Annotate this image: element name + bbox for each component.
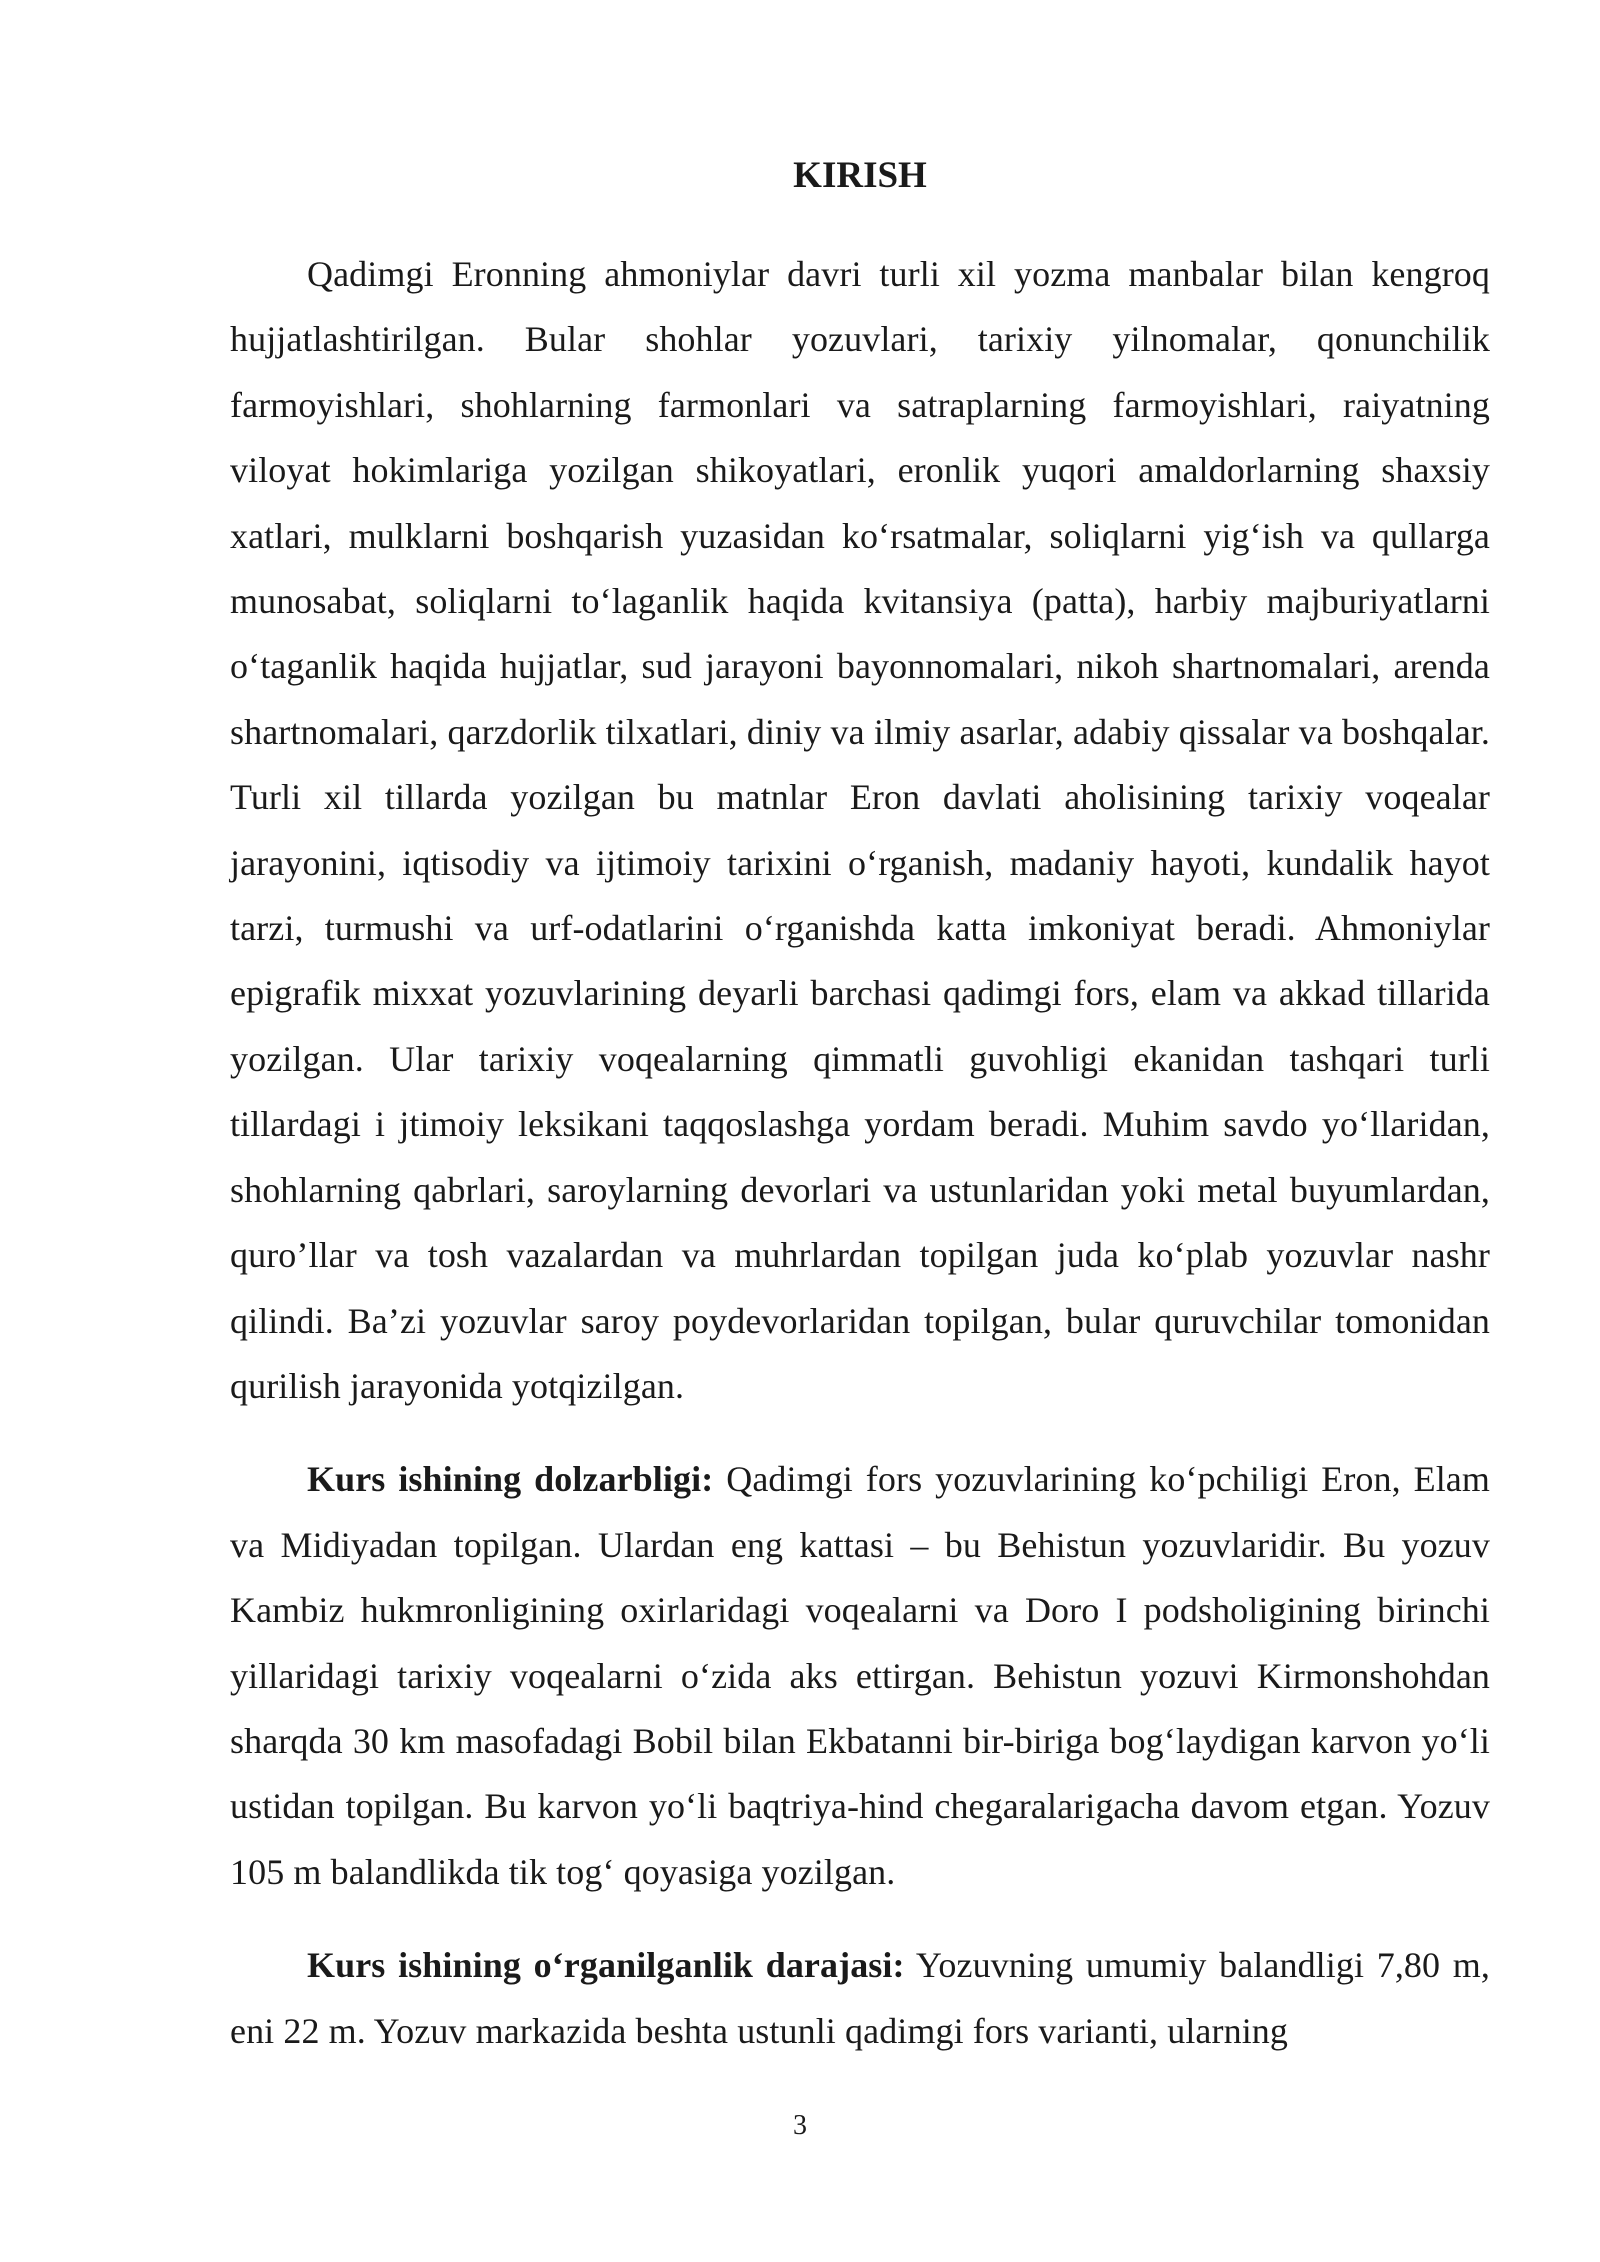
paragraph-relevance bbox=[230, 1447, 1490, 1905]
paragraph-study-level bbox=[230, 1933, 1490, 2064]
paragraph-relevance-heading: Kurs ishining dolzarbligi: bbox=[307, 1459, 714, 1500]
paragraph-introduction bbox=[230, 242, 1490, 1419]
paragraph-study-level-text: Yozuvning umumiy balandligi 7,80 m, eni 22 m. Yozuv markazida beshta ustunli qadimgi fors varianti, ularning bbox=[230, 1945, 1490, 2051]
document-page bbox=[230, 150, 1490, 2092]
paragraph-relevance-text: Qadimgi fors yozuvlarining ko‘pchiligi Eron, Elam va Midiyadan topilgan. Ulardan eng kattasi – bu Behistun yozuvlaridir. Bu yozuv Kambiz hukmronligining oxirlaridagi voqealarni va Doro I podsholigining birinchi yillaridagi tarixiy voqealarni o‘zida aks ettirgan. Behistun yozuvi Kirmonshohdan sharqda 30 km masofadagi Bobil bilan Ekbatanni bir-biriga bog‘laydigan karvon yo‘li ustidan topilgan. Bu karvon yo‘li baqtriya-hind chegaralarigacha davom etgan. Yozuv 105 m balandlikda tik tog‘ qoyasiga yozilgan. bbox=[230, 1459, 1490, 1892]
page-title: KIRISH bbox=[793, 155, 927, 196]
paragraph-introduction-text: Qadimgi Eronning ahmoniylar davri turli xil yozma manbalar bilan kengroq hujjatlashtirilgan. Bular shohlar yozuvlari, tarixiy yilnomalar, qonunchilik farmoyishlari, shohlarning farmonlari va satraplarning farmoyishlari, raiyatning viloyat hokimlariga yozilgan shikoyatlari, eronlik yuqori amaldorlarning shaxsiy xatlari, mulklarni boshqarish yuzasidan ko‘rsatmalar, soliqlarni yig‘ish va qullarga munosabat, soliqlarni to‘laganlik haqida kvitansiya (patta), harbiy majburiyatlarni o‘taganlik haqida hujjatlar, sud jarayoni bayonnomalari, nikoh shartnomalari, arenda shartnomalari, qarzdorlik tilxatlari, diniy va ilmiy asarlar, adabiy qissalar va boshqalar. Turli xil tillarda yozilgan bu matnlar Eron davlati aholisining tarixiy voqealar jarayonini, iqtisodiy va ijtimoiy tarixini o‘rganish, madaniy hayoti, kundalik hayot tarzi, turmushi va urf-odatlarini o‘rganishda katta imkoniyat beradi. Ahmoniylar epigrafik mixxat yozuvlarining deyarli barchasi qadimgi fors, elam va akkad tillarida yozilgan. Ular tarixiy voqealarning qimmatli guvohligi ekanidan tashqari turli tillardagi i jtimoiy leksikani taqqoslashga yordam beradi. Muhim savdo yo‘llaridan, shohlarning qabrlari, saroylarning devorlari va ustunlaridan yoki metal buyumlardan, quro’llar va tosh vazalardan va muhrlardan topilgan juda ko‘plab yozuvlar nashr qilindi. Ba’zi yozuvlar saroy poydevorlaridan topilgan, bular quruvchilar tomonidan qurilish jarayonida yotqizilgan. bbox=[230, 254, 1490, 1406]
paragraph-study-level-heading: Kurs ishining o‘rganilganlik darajasi: bbox=[307, 1945, 905, 1986]
page-number: 3 bbox=[793, 2110, 807, 2141]
